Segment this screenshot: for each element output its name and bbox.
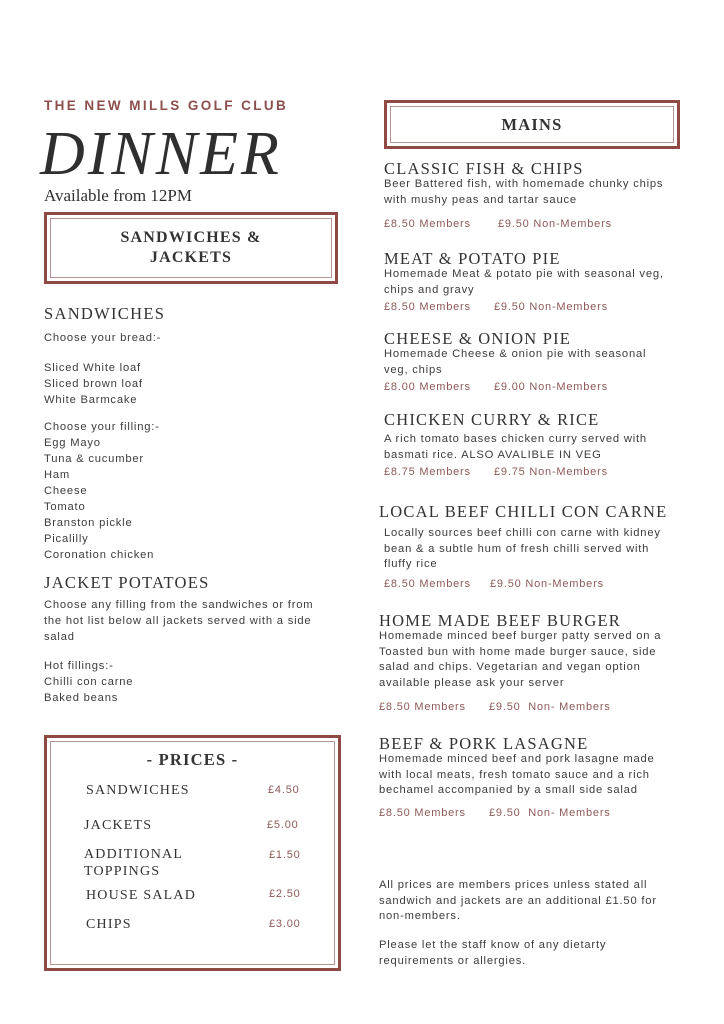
list-item: Sliced brown loaf bbox=[44, 378, 143, 390]
availability-text: Available from 12PM bbox=[44, 186, 192, 205]
page-title: DINNER bbox=[40, 120, 282, 188]
description-line: Homemade minced beef and pork lasagne made bbox=[379, 753, 655, 765]
dish-cheese-and-onion-pie bbox=[384, 329, 646, 378]
description-line: salad bbox=[44, 631, 75, 643]
dish-price-members: £8.50 Members bbox=[379, 701, 466, 713]
price-value-additional-toppings: £1.50 bbox=[269, 849, 301, 861]
pricing-note bbox=[379, 878, 657, 925]
list-item: White Barmcake bbox=[44, 394, 138, 406]
dish-price-non-members: £9.50 Non-Members bbox=[494, 301, 608, 313]
dish-price-members: £8.50 Members bbox=[379, 807, 466, 819]
dish-price-non-members: £9.50 Non- Members bbox=[489, 807, 611, 819]
description-line: available please ask your server bbox=[379, 676, 565, 689]
jacket-description bbox=[44, 597, 313, 645]
jacket-potatoes-heading: JACKET POTATOES bbox=[44, 573, 210, 592]
dish-price-non-members: £9.00 Non-Members bbox=[494, 381, 608, 393]
dish-price-members: £8.00 Members bbox=[384, 381, 471, 393]
list-item: Chilli con carne bbox=[44, 676, 134, 688]
dish-price-non-members: £9.50 Non- Members bbox=[489, 701, 611, 713]
dish-description bbox=[384, 432, 647, 463]
description-line: salad and chips. Vegetarian and vegan option bbox=[379, 661, 641, 673]
price-value-jackets: £5.00 bbox=[267, 819, 299, 831]
description-line: the hot list below all jackets served with a side bbox=[44, 615, 312, 627]
description-line: Homemade minced beef burger patty served on a bbox=[379, 630, 662, 642]
list-item: Cheese bbox=[44, 485, 88, 497]
dish-price-members: £8.50 Members bbox=[384, 218, 471, 230]
dish-description bbox=[384, 347, 646, 378]
dish-title: CLASSIC FISH & CHIPS bbox=[384, 159, 584, 178]
list-item: Picalilly bbox=[44, 533, 89, 545]
dish-title: BEEF & PORK LASAGNE bbox=[379, 734, 589, 753]
description-line: Choose any filling from the sandwiches or from bbox=[44, 599, 314, 611]
dish-price-non-members: £9.75 Non-Members bbox=[494, 466, 608, 478]
price-value-house-salad: £2.50 bbox=[269, 888, 301, 900]
description-line: basmati rice. ALSO AVALIBLE IN VEG bbox=[384, 448, 602, 461]
mains-title: MAINS bbox=[501, 114, 563, 134]
dish-description bbox=[379, 629, 661, 691]
filling-intro: Choose your filling:- bbox=[44, 421, 160, 433]
description-line: chips and gravy bbox=[384, 283, 475, 296]
dish-beef-and-pork-lasagne bbox=[379, 734, 655, 799]
mains-section-box bbox=[384, 100, 680, 149]
dish-description bbox=[384, 267, 664, 298]
list-item: Ham bbox=[44, 469, 71, 481]
label-line: ADDITIONAL bbox=[84, 847, 184, 862]
description-line: veg, chips bbox=[384, 363, 443, 376]
dish-title: CHICKEN CURRY & RICE bbox=[384, 410, 600, 429]
description-line: Homemade Cheese & onion pie with seasonal bbox=[384, 348, 647, 360]
description-line: Beer Battered fish, with homemade chunky chips bbox=[384, 178, 664, 190]
description-line: bechamel accompanied by a small side salad bbox=[379, 784, 638, 796]
bread-list bbox=[44, 360, 143, 408]
price-label-additional-toppings bbox=[84, 846, 183, 880]
dish-price-members: £8.50 Members bbox=[384, 578, 471, 590]
description-line: fluffy rice bbox=[384, 558, 438, 570]
dish-price-non-members: £9.50 Non-Members bbox=[498, 218, 612, 230]
dish-price-members: £8.75 Members bbox=[384, 466, 471, 478]
price-label-house-salad: HOUSE SALAD bbox=[86, 888, 197, 903]
price-value-sandwiches: £4.50 bbox=[268, 784, 300, 796]
dish-price-non-members: £9.50 Non-Members bbox=[490, 578, 604, 590]
price-label-sandwiches: SANDWICHES bbox=[86, 783, 190, 798]
club-name: THE NEW MILLS GOLF CLUB bbox=[44, 98, 289, 113]
description-line: with mushy peas and tartar sauce bbox=[384, 193, 577, 206]
label-line: TOPPINGS bbox=[84, 864, 161, 879]
dish-title: MEAT & POTATO PIE bbox=[384, 249, 561, 268]
hot-fillings-intro: Hot fillings:- bbox=[44, 660, 114, 672]
section-box-title-line2: JACKETS bbox=[149, 249, 233, 266]
list-item: Sliced White loaf bbox=[44, 362, 141, 374]
description-line: Locally sources beef chilli con carne with kidney bbox=[384, 527, 661, 539]
hot-fillings bbox=[44, 658, 133, 706]
price-label-chips: CHIPS bbox=[86, 917, 132, 932]
description-line: bean & a subtle hum of fresh chilli served with bbox=[384, 542, 650, 555]
description-line: with local meats, fresh tomato sauce and a rich bbox=[379, 768, 650, 781]
list-item: Baked beans bbox=[44, 692, 119, 704]
dish-fish-and-chips bbox=[384, 159, 663, 208]
dish-price-members: £8.50 Members bbox=[384, 301, 471, 313]
dish-title: CHEESE & ONION PIE bbox=[384, 329, 572, 348]
description-line: Toasted bun with home made burger sauce, side bbox=[379, 645, 657, 658]
sandwiches-heading: SANDWICHES bbox=[44, 304, 166, 323]
dish-title: HOME MADE BEEF BURGER bbox=[379, 611, 622, 630]
list-item: Branston pickle bbox=[44, 517, 133, 529]
description-line: Homemade Meat & potato pie with seasonal veg, bbox=[384, 268, 664, 280]
description-line: A rich tomato bases chicken curry served with bbox=[384, 433, 647, 445]
list-item: Egg Mayo bbox=[44, 437, 101, 449]
bread-intro: Choose your bread:- bbox=[44, 332, 162, 344]
dish-description bbox=[379, 526, 667, 573]
note-line: requirements or allergies. bbox=[379, 954, 527, 967]
dietary-note bbox=[379, 938, 606, 969]
section-box-title-line1: SANDWICHES & bbox=[120, 229, 262, 246]
prices-title: - PRICES - bbox=[146, 750, 239, 769]
note-line: sandwich and jackets are an additional £1.50 for bbox=[379, 894, 657, 907]
note-line: Please let the staff know of any dietarty bbox=[379, 939, 607, 951]
dish-meat-and-potato-pie bbox=[384, 249, 664, 298]
list-item: Tuna & cucumber bbox=[44, 453, 144, 465]
price-value-chips: £3.00 bbox=[269, 918, 301, 930]
note-line: All prices are members prices unless stated all bbox=[379, 879, 648, 891]
dish-description bbox=[379, 752, 655, 799]
dish-description bbox=[384, 177, 663, 208]
note-line: non-members. bbox=[379, 910, 461, 922]
list-item: Coronation chicken bbox=[44, 549, 155, 561]
list-item: Tomato bbox=[44, 501, 86, 513]
dish-title: LOCAL BEEF CHILLI CON CARNE bbox=[379, 502, 668, 521]
filling-list bbox=[44, 435, 154, 563]
dish-home-made-beef-burger bbox=[379, 611, 661, 691]
sandwiches-jackets-section-box bbox=[44, 212, 338, 284]
dish-chicken-curry-and-rice bbox=[384, 410, 647, 463]
dish-local-beef-chilli bbox=[379, 502, 667, 573]
price-label-jackets: JACKETS bbox=[84, 818, 153, 833]
